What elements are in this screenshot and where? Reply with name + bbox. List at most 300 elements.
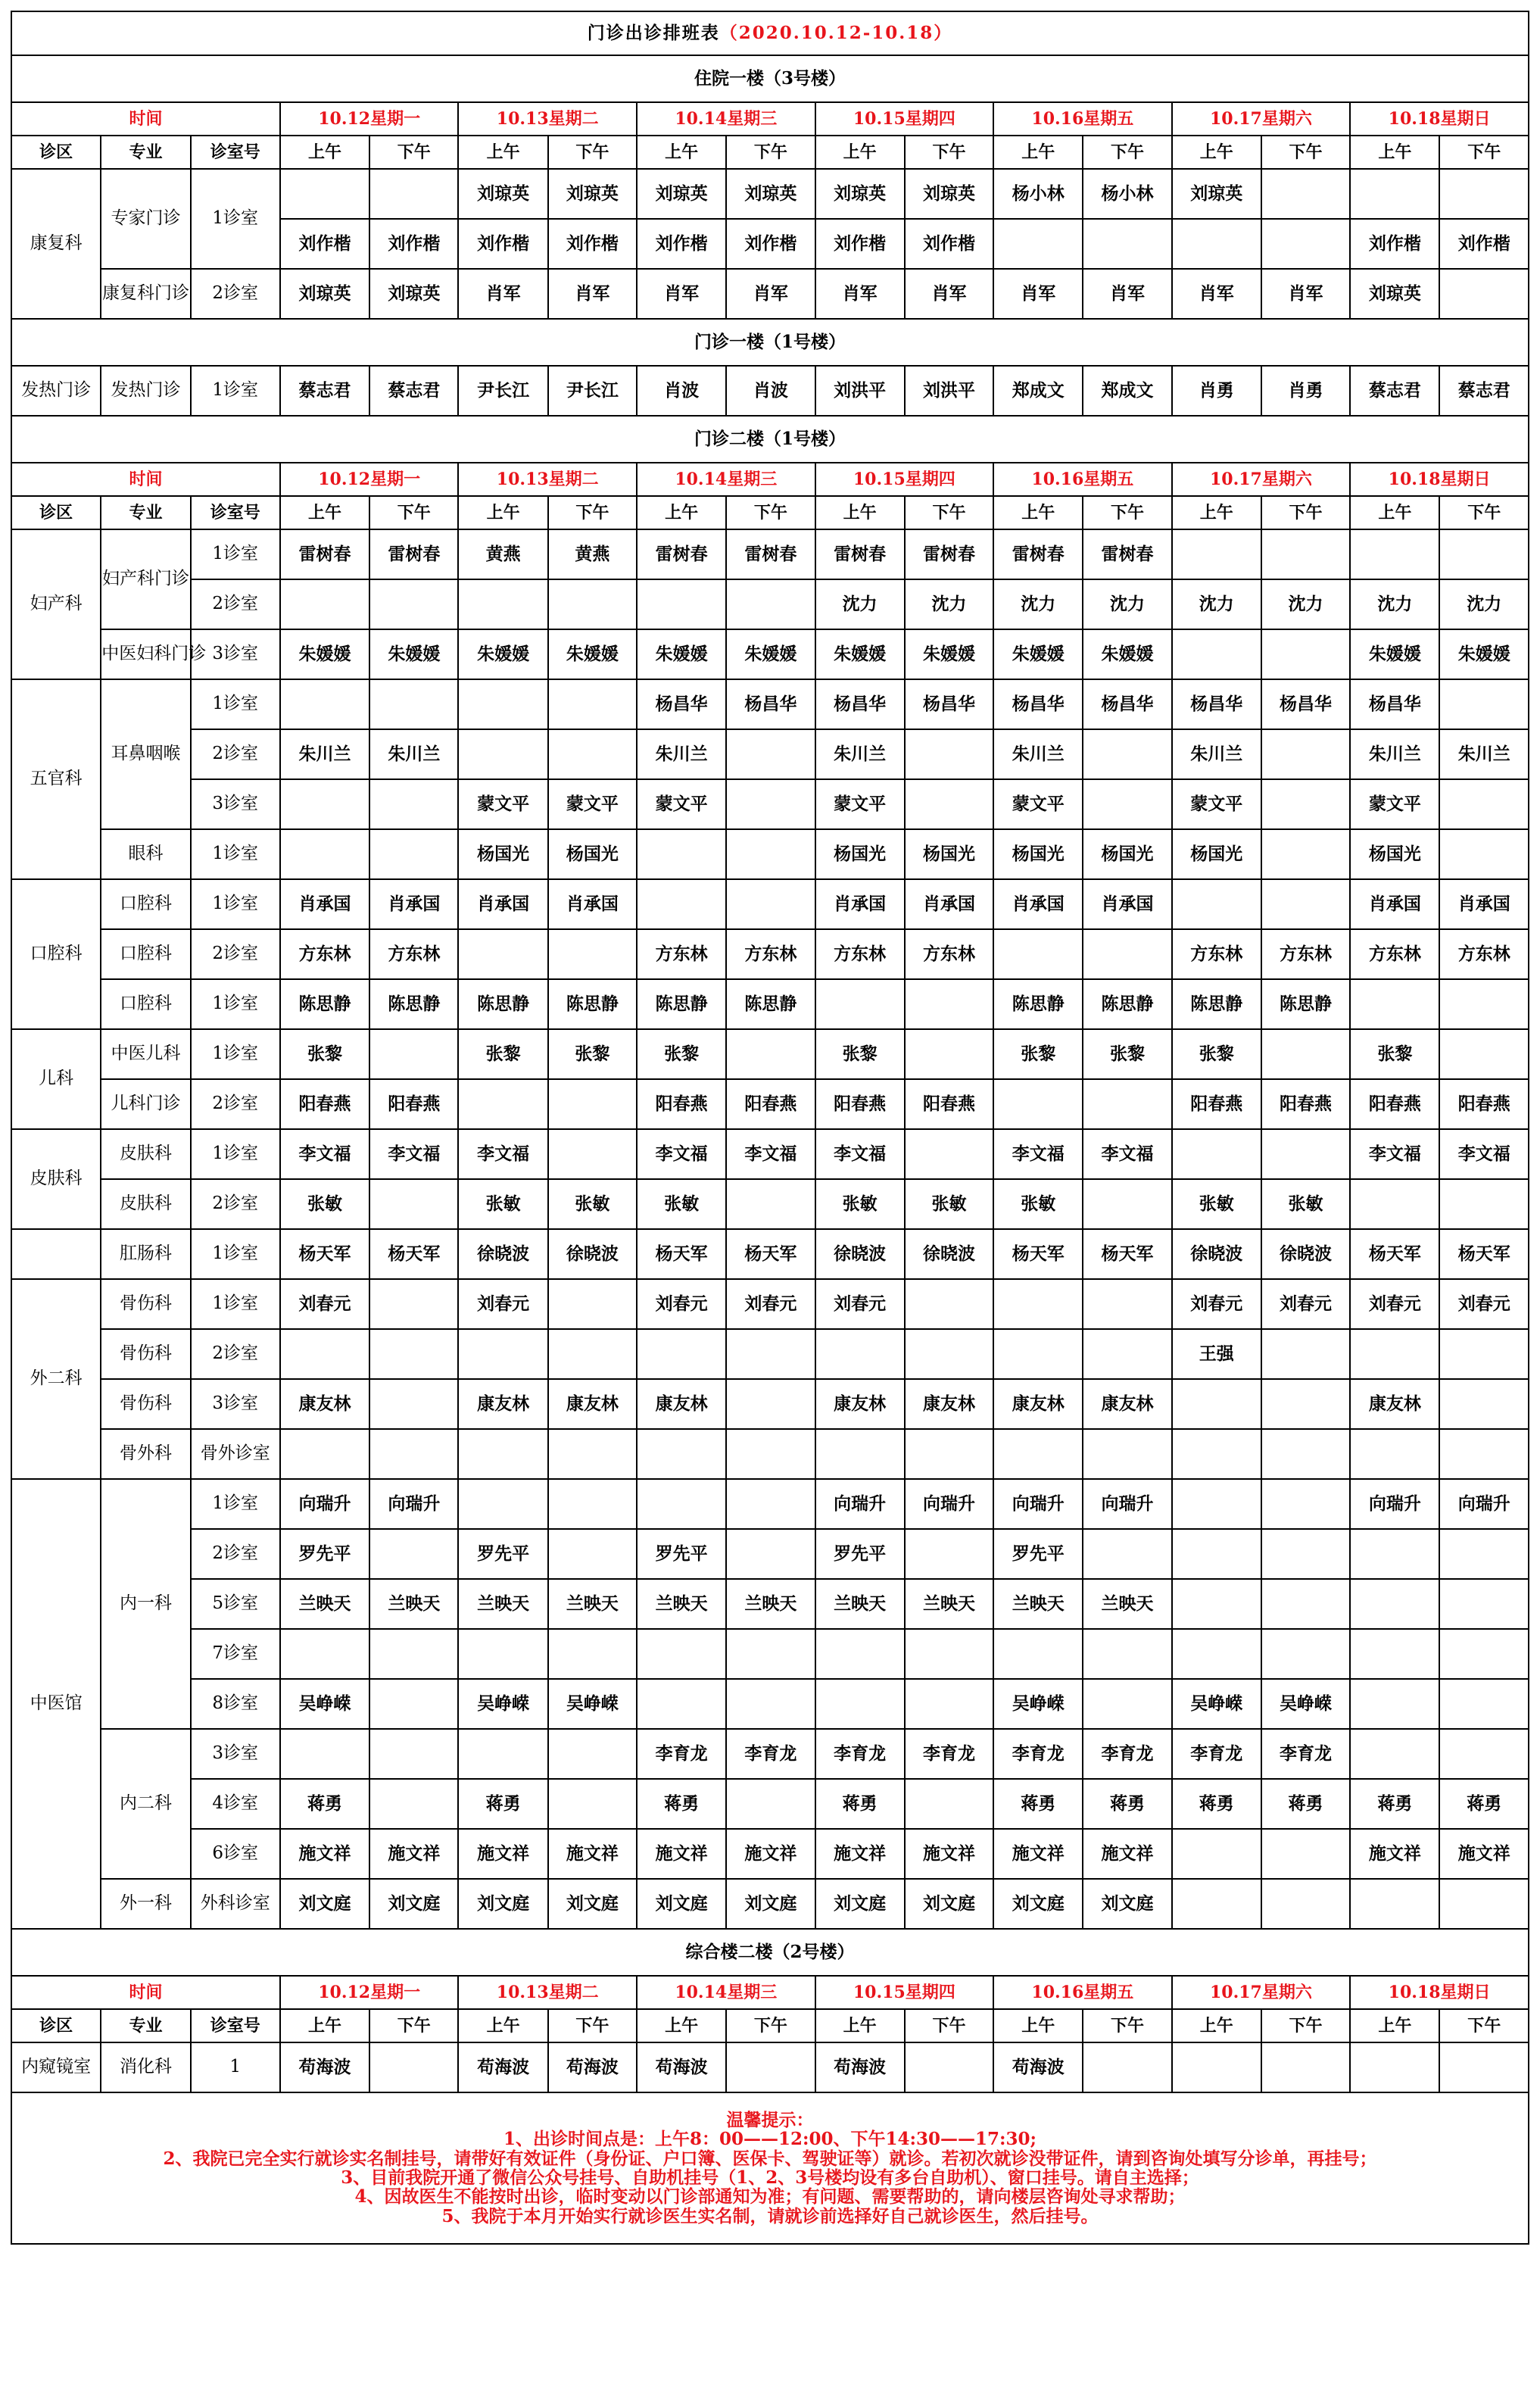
doctor-cell: 朱川兰 — [815, 729, 905, 779]
doctor-cell: 徐晓波 — [458, 1229, 547, 1279]
doctor-cell — [1261, 629, 1350, 679]
doctor-cell: 刘作楷 — [726, 219, 815, 269]
doctor-cell — [369, 779, 458, 829]
doctor-cell: 刘作楷 — [369, 219, 458, 269]
header-time: 时间 — [11, 463, 280, 496]
doctor-cell — [1439, 1729, 1529, 1779]
doctor-cell — [905, 779, 993, 829]
doctor-cell — [458, 1729, 547, 1779]
doctor-cell: 杨小林 — [993, 169, 1083, 219]
doctor-cell — [1439, 1329, 1529, 1379]
doctor-cell: 沈力 — [815, 579, 905, 629]
doctor-cell — [1261, 779, 1350, 829]
doctor-cell — [548, 1329, 637, 1379]
doctor-cell — [815, 1629, 905, 1679]
doctor-cell — [1261, 2042, 1350, 2092]
doctor-cell: 陈思静 — [637, 979, 726, 1029]
doctor-cell — [726, 1329, 815, 1379]
doctor-cell: 张敏 — [1261, 1179, 1350, 1229]
doctor-cell: 张黎 — [815, 1029, 905, 1079]
doctor-cell: 杨国光 — [905, 829, 993, 879]
doctor-cell: 李育龙 — [993, 1729, 1083, 1779]
doctor-cell: 刘作楷 — [637, 219, 726, 269]
doctor-cell: 张敏 — [1172, 1179, 1261, 1229]
doctor-cell — [637, 1479, 726, 1529]
header-room: 诊室号 — [191, 2009, 280, 2042]
doctor-cell — [1172, 1829, 1261, 1879]
specialty-cell: 儿科门诊 — [101, 1079, 190, 1129]
doctor-cell: 刘文庭 — [905, 1879, 993, 1929]
doctor-cell — [1350, 169, 1439, 219]
doctor-cell — [1172, 1529, 1261, 1579]
doctor-cell — [905, 1529, 993, 1579]
header-time: 时间 — [11, 1976, 280, 2009]
header-room: 诊室号 — [191, 496, 280, 529]
header-room: 诊室号 — [191, 136, 280, 169]
room-cell: 3诊室 — [191, 779, 280, 829]
doctor-cell: 杨国光 — [993, 829, 1083, 879]
specialty-cell: 内一科 — [101, 1479, 190, 1729]
doctor-cell: 朱川兰 — [1172, 729, 1261, 779]
doctor-cell — [1261, 1879, 1350, 1929]
schedule-row — [11, 169, 1529, 219]
header-am: 上午 — [458, 2009, 547, 2042]
doctor-cell: 肖军 — [905, 269, 993, 319]
doctor-cell: 李育龙 — [1083, 1729, 1171, 1779]
doctor-cell — [637, 829, 726, 879]
doctor-cell: 向瑞升 — [280, 1479, 369, 1529]
doctor-cell: 蒙文平 — [1172, 779, 1261, 829]
doctor-cell — [905, 1029, 993, 1079]
doctor-cell: 刘春元 — [280, 1279, 369, 1329]
room-cell: 1诊室 — [191, 1229, 280, 1279]
header-day: 10.15星期四 — [815, 463, 994, 496]
building-title: 门诊二楼（1号楼） — [11, 416, 1529, 463]
doctor-cell — [458, 729, 547, 779]
doctor-cell: 肖军 — [1172, 269, 1261, 319]
schedule-row — [11, 269, 1529, 319]
doctor-cell: 沈力 — [1083, 579, 1171, 629]
schedule-row — [11, 1279, 1529, 1329]
building-row — [11, 55, 1529, 102]
doctor-cell: 施文祥 — [1439, 1829, 1529, 1879]
doctor-cell: 蒋勇 — [815, 1779, 905, 1829]
header-row-days — [11, 102, 1529, 136]
doctor-cell — [1439, 1579, 1529, 1629]
room-cell: 5诊室 — [191, 1579, 280, 1629]
dept-cell: 口腔科 — [11, 879, 101, 1029]
header-pm: 下午 — [548, 2009, 637, 2042]
doctor-cell: 向瑞升 — [815, 1479, 905, 1529]
doctor-cell: 陈思静 — [548, 979, 637, 1029]
doctor-cell: 兰映天 — [993, 1579, 1083, 1629]
doctor-cell: 杨天军 — [1350, 1229, 1439, 1279]
doctor-cell — [1172, 1579, 1261, 1629]
doctor-cell — [726, 1429, 815, 1479]
header-day: 10.13星期二 — [458, 463, 637, 496]
doctor-cell: 刘琼英 — [458, 169, 547, 219]
doctor-cell: 李文福 — [1083, 1129, 1171, 1179]
building-row — [11, 319, 1529, 366]
header-am: 上午 — [1350, 496, 1439, 529]
doctor-cell — [726, 1179, 815, 1229]
header-day: 10.18星期日 — [1350, 463, 1529, 496]
doctor-cell — [369, 1279, 458, 1329]
doctor-cell — [1350, 1179, 1439, 1229]
dept-cell: 康复科 — [11, 169, 101, 319]
header-pm: 下午 — [548, 136, 637, 169]
doctor-cell: 刘文庭 — [815, 1879, 905, 1929]
room-cell: 1诊室 — [191, 879, 280, 929]
doctor-cell — [369, 1379, 458, 1429]
doctor-cell: 李文福 — [280, 1129, 369, 1179]
header-specialty: 专业 — [101, 2009, 190, 2042]
doctor-cell: 刘作楷 — [905, 219, 993, 269]
doctor-cell: 杨天军 — [369, 1229, 458, 1279]
dept-cell: 皮肤科 — [11, 1129, 101, 1229]
specialty-cell: 皮肤科 — [101, 1129, 190, 1179]
doctor-cell — [1439, 1429, 1529, 1479]
specialty-cell: 专家门诊 — [101, 169, 190, 269]
doctor-cell: 黄燕 — [548, 529, 637, 579]
doctor-cell: 杨昌华 — [1261, 679, 1350, 729]
header-pm: 下午 — [369, 496, 458, 529]
doctor-cell — [1172, 529, 1261, 579]
doctor-cell — [548, 1529, 637, 1579]
doctor-cell — [1083, 219, 1171, 269]
doctor-cell: 张黎 — [1172, 1029, 1261, 1079]
doctor-cell — [1261, 1629, 1350, 1679]
building-title: 住院一楼（3号楼） — [11, 55, 1529, 102]
doctor-cell: 张敏 — [458, 1179, 547, 1229]
doctor-cell: 刘作楷 — [815, 219, 905, 269]
room-cell: 1诊室 — [191, 1479, 280, 1529]
doctor-cell: 阳春燕 — [1439, 1079, 1529, 1129]
header-am: 上午 — [815, 136, 905, 169]
page-title — [11, 11, 1529, 55]
doctor-cell: 刘文庭 — [993, 1879, 1083, 1929]
doctor-cell — [280, 1729, 369, 1779]
header-pm: 下午 — [369, 2009, 458, 2042]
doctor-cell: 雷树春 — [905, 529, 993, 579]
doctor-cell: 阳春燕 — [637, 1079, 726, 1129]
doctor-cell — [1083, 2042, 1171, 2092]
schedule-row — [11, 979, 1529, 1029]
doctor-cell — [726, 1679, 815, 1729]
doctor-cell: 李文福 — [726, 1129, 815, 1179]
room-cell: 7诊室 — [191, 1629, 280, 1679]
doctor-cell: 刘作楷 — [548, 219, 637, 269]
header-am: 上午 — [280, 2009, 369, 2042]
header-day: 10.14星期三 — [637, 1976, 815, 2009]
doctor-cell — [280, 779, 369, 829]
doctor-cell — [1172, 219, 1261, 269]
header-day: 10.14星期三 — [637, 102, 815, 136]
doctor-cell: 张黎 — [548, 1029, 637, 1079]
header-zone: 诊区 — [11, 496, 101, 529]
doctor-cell: 雷树春 — [369, 529, 458, 579]
doctor-cell: 王强 — [1172, 1329, 1261, 1379]
doctor-cell — [905, 1429, 993, 1479]
room-cell: 1诊室 — [191, 679, 280, 729]
doctor-cell: 吴峥嵘 — [280, 1679, 369, 1729]
doctor-cell — [548, 929, 637, 979]
header-day: 10.16星期五 — [993, 1976, 1172, 2009]
doctor-cell — [726, 779, 815, 829]
doctor-cell: 方东林 — [637, 929, 726, 979]
doctor-cell — [1261, 879, 1350, 929]
doctor-cell: 蒋勇 — [1261, 1779, 1350, 1829]
doctor-cell — [726, 1779, 815, 1829]
specialty-cell: 骨伤科 — [101, 1329, 190, 1379]
doctor-cell: 向瑞升 — [369, 1479, 458, 1529]
doctor-cell: 刘琼英 — [1350, 269, 1439, 319]
notes-row — [11, 2092, 1529, 2244]
doctor-cell: 肖军 — [548, 269, 637, 319]
doctor-cell: 刘作楷 — [1350, 219, 1439, 269]
doctor-cell: 苟海波 — [280, 2042, 369, 2092]
building-title: 综合楼二楼（2号楼） — [11, 1929, 1529, 1976]
doctor-cell: 阳春燕 — [1350, 1079, 1439, 1129]
doctor-cell — [1350, 1629, 1439, 1679]
doctor-cell: 徐晓波 — [815, 1229, 905, 1279]
doctor-cell — [369, 829, 458, 879]
doctor-cell — [1439, 529, 1529, 579]
doctor-cell: 刘琼英 — [280, 269, 369, 319]
doctor-cell — [905, 1779, 993, 1829]
doctor-cell: 李文福 — [458, 1129, 547, 1179]
schedule-row — [11, 1879, 1529, 1929]
header-pm: 下午 — [905, 2009, 993, 2042]
doctor-cell — [369, 1179, 458, 1229]
doctor-cell — [280, 169, 369, 219]
doctor-cell — [458, 1479, 547, 1529]
schedule-row — [11, 1029, 1529, 1079]
header-zone: 诊区 — [11, 136, 101, 169]
doctor-cell: 杨天军 — [280, 1229, 369, 1279]
room-cell: 3诊室 — [191, 629, 280, 679]
doctor-cell: 朱川兰 — [1350, 729, 1439, 779]
doctor-cell: 康友林 — [280, 1379, 369, 1429]
doctor-cell: 陈思静 — [280, 979, 369, 1029]
specialty-cell: 中医儿科 — [101, 1029, 190, 1079]
doctor-cell — [458, 1429, 547, 1479]
doctor-cell — [1439, 1179, 1529, 1229]
doctor-cell: 苟海波 — [548, 2042, 637, 2092]
doctor-cell — [280, 1629, 369, 1679]
doctor-cell: 沈力 — [1261, 579, 1350, 629]
dept-cell: 儿科 — [11, 1029, 101, 1129]
doctor-cell: 兰映天 — [815, 1579, 905, 1629]
doctor-cell: 肖军 — [637, 269, 726, 319]
doctor-cell: 肖承国 — [905, 879, 993, 929]
doctor-cell — [369, 679, 458, 729]
header-pm: 下午 — [1083, 136, 1171, 169]
doctor-cell — [369, 579, 458, 629]
doctor-cell: 苟海波 — [458, 2042, 547, 2092]
doctor-cell: 李育龙 — [637, 1729, 726, 1779]
doctor-cell: 李育龙 — [1261, 1729, 1350, 1779]
notes-box — [11, 2092, 1529, 2244]
doctor-cell: 沈力 — [1350, 579, 1439, 629]
room-cell: 1诊室 — [191, 1029, 280, 1079]
doctor-cell: 施文祥 — [815, 1829, 905, 1879]
header-day: 10.13星期二 — [458, 102, 637, 136]
specialty-cell: 妇产科门诊 — [101, 529, 190, 629]
notes-line: 4、因故医生不能按时出诊，临时变动以门诊部通知为准；有问题、需要帮助的，请向楼层咨询处寻求帮助； — [354, 2186, 1186, 2208]
doctor-cell — [548, 1079, 637, 1129]
doctor-cell: 蒋勇 — [458, 1779, 547, 1829]
doctor-cell: 蒙文平 — [993, 779, 1083, 829]
doctor-cell — [1261, 829, 1350, 879]
doctor-cell — [1439, 269, 1529, 319]
doctor-cell — [905, 1279, 993, 1329]
header-am: 上午 — [815, 2009, 905, 2042]
header-row-days — [11, 1976, 1529, 2009]
doctor-cell — [1350, 1729, 1439, 1779]
header-am: 上午 — [280, 136, 369, 169]
doctor-cell: 李文福 — [1439, 1129, 1529, 1179]
header-row-columns — [11, 136, 1529, 169]
doctor-cell: 吴峥嵘 — [993, 1679, 1083, 1729]
specialty-cell: 内二科 — [101, 1729, 190, 1879]
doctor-cell: 杨小林 — [1083, 169, 1171, 219]
header-specialty: 专业 — [101, 136, 190, 169]
header-day: 10.12星期一 — [280, 1976, 459, 2009]
doctor-cell — [993, 1279, 1083, 1329]
doctor-cell — [1439, 1629, 1529, 1679]
notes-line: 2、我院已完全实行就诊实名制挂号，请带好有效证件（身份证、户口簿、医保卡、驾驶证等）就诊。若初次就诊没带证件，请到咨询处填写分诊单，再挂号； — [163, 2148, 1377, 2169]
header-pm: 下午 — [726, 496, 815, 529]
doctor-cell: 向瑞升 — [1350, 1479, 1439, 1529]
schedule-row — [11, 1629, 1529, 1679]
doctor-cell: 刘洪平 — [815, 366, 905, 416]
header-day: 10.18星期日 — [1350, 102, 1529, 136]
doctor-cell — [1350, 979, 1439, 1029]
room-cell: 4诊室 — [191, 1779, 280, 1829]
doctor-cell: 施文祥 — [726, 1829, 815, 1879]
schedule-row — [11, 1529, 1529, 1579]
doctor-cell: 刘琼英 — [369, 269, 458, 319]
schedule-row — [11, 2042, 1529, 2092]
doctor-cell: 陈思静 — [726, 979, 815, 1029]
doctor-cell — [726, 579, 815, 629]
doctor-cell — [458, 679, 547, 729]
doctor-cell — [815, 1429, 905, 1479]
doctor-cell — [1172, 1429, 1261, 1479]
room-cell: 2诊室 — [191, 929, 280, 979]
doctor-cell — [458, 1629, 547, 1679]
header-pm: 下午 — [1439, 2009, 1529, 2042]
doctor-cell: 李文福 — [637, 1129, 726, 1179]
doctor-cell — [458, 1329, 547, 1379]
doctor-cell: 康友林 — [905, 1379, 993, 1429]
doctor-cell: 康友林 — [637, 1379, 726, 1429]
room-cell: 1诊室 — [191, 1129, 280, 1179]
doctor-cell: 杨国光 — [1172, 829, 1261, 879]
doctor-cell: 康友林 — [548, 1379, 637, 1429]
doctor-cell: 朱川兰 — [993, 729, 1083, 779]
room-cell: 1诊室 — [191, 366, 280, 416]
doctor-cell: 刘文庭 — [458, 1879, 547, 1929]
doctor-cell — [1172, 629, 1261, 679]
schedule-row — [11, 1579, 1529, 1629]
doctor-cell: 张敏 — [905, 1179, 993, 1229]
doctor-cell: 方东林 — [280, 929, 369, 979]
doctor-cell: 陈思静 — [369, 979, 458, 1029]
doctor-cell: 李育龙 — [905, 1729, 993, 1779]
doctor-cell — [458, 929, 547, 979]
doctor-cell: 杨昌华 — [815, 679, 905, 729]
doctor-cell: 吴峥嵘 — [458, 1679, 547, 1729]
doctor-cell: 朱川兰 — [637, 729, 726, 779]
doctor-cell: 刘文庭 — [726, 1879, 815, 1929]
dept-cell: 五官科 — [11, 679, 101, 879]
doctor-cell: 方东林 — [815, 929, 905, 979]
header-day: 10.16星期五 — [993, 102, 1172, 136]
specialty-cell: 耳鼻咽喉 — [101, 679, 190, 829]
schedule-row — [11, 729, 1529, 779]
doctor-cell: 兰映天 — [369, 1579, 458, 1629]
header-am: 上午 — [1172, 496, 1261, 529]
room-cell: 1诊室 — [191, 829, 280, 879]
header-day: 10.12星期一 — [280, 463, 459, 496]
notes-line: 1、出诊时间点是：上午8：00——12:00、下午14:30——17:30; — [503, 2129, 1037, 2150]
header-row-days — [11, 463, 1529, 496]
room-cell: 2诊室 — [191, 1179, 280, 1229]
doctor-cell: 李育龙 — [1172, 1729, 1261, 1779]
doctor-cell — [637, 879, 726, 929]
doctor-cell: 肖军 — [1083, 269, 1171, 319]
doctor-cell: 蒋勇 — [637, 1779, 726, 1829]
doctor-cell — [280, 1329, 369, 1379]
doctor-cell — [1439, 1879, 1529, 1929]
doctor-cell — [1439, 779, 1529, 829]
schedule-row — [11, 1129, 1529, 1179]
schedule-row — [11, 879, 1529, 929]
schedule-row — [11, 1429, 1529, 1479]
header-row-columns — [11, 496, 1529, 529]
header-day: 10.12星期一 — [280, 102, 459, 136]
doctor-cell: 徐晓波 — [1261, 1229, 1350, 1279]
doctor-cell: 向瑞升 — [1439, 1479, 1529, 1529]
specialty-cell: 眼科 — [101, 829, 190, 879]
doctor-cell: 罗先平 — [458, 1529, 547, 1579]
doctor-cell — [726, 1029, 815, 1079]
doctor-cell — [1083, 729, 1171, 779]
doctor-cell — [1083, 1529, 1171, 1579]
doctor-cell: 刘春元 — [815, 1279, 905, 1329]
specialty-cell: 发热门诊 — [101, 366, 190, 416]
header-pm: 下午 — [1261, 2009, 1350, 2042]
doctor-cell: 朱川兰 — [280, 729, 369, 779]
room-cell: 1诊室 — [191, 529, 280, 579]
doctor-cell: 朱媛媛 — [458, 629, 547, 679]
specialty-cell: 骨伤科 — [101, 1279, 190, 1329]
doctor-cell — [726, 1479, 815, 1529]
doctor-cell: 张敏 — [548, 1179, 637, 1229]
doctor-cell: 刘春元 — [458, 1279, 547, 1329]
doctor-cell — [1350, 1329, 1439, 1379]
doctor-cell: 刘琼英 — [637, 169, 726, 219]
doctor-cell — [1350, 1879, 1439, 1929]
doctor-cell: 肖承国 — [280, 879, 369, 929]
doctor-cell: 朱媛媛 — [369, 629, 458, 679]
doctor-cell: 黄燕 — [458, 529, 547, 579]
doctor-cell: 向瑞升 — [1083, 1479, 1171, 1529]
doctor-cell: 朱媛媛 — [637, 629, 726, 679]
doctor-cell: 刘春元 — [1350, 1279, 1439, 1329]
